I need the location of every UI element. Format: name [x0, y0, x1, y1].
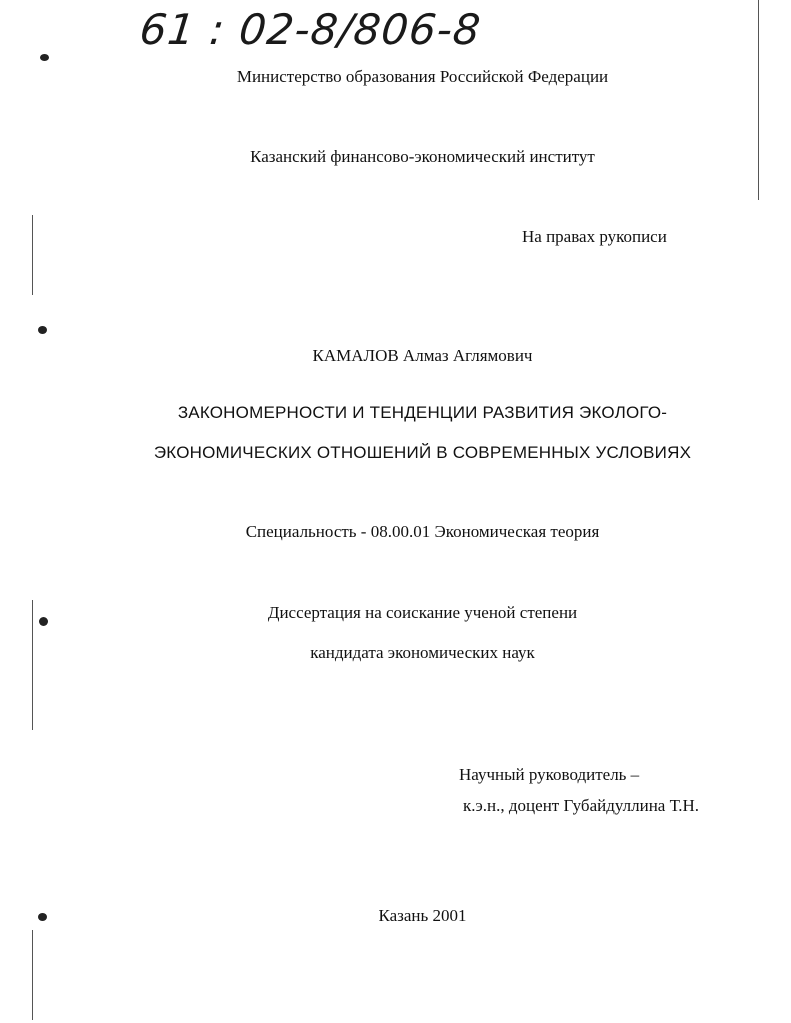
dissertation-title-line-2: ЭКОНОМИЧЕСКИХ ОТНОШЕНИЙ В СОВРЕМЕННЫХ УСЛОВИЯХ — [153, 443, 692, 462]
dissertation-title-line-1: ЗАКОНОМЕРНОСТИ И ТЕНДЕНЦИИ РАЗВИТИЯ ЭКОЛОГО- — [177, 403, 668, 422]
handwritten-archive-number: 61 : 02-8/806-8 — [137, 5, 484, 54]
punch-hole-mark-2 — [38, 326, 47, 334]
institute-heading: Казанский финансово-экономический институт — [250, 147, 595, 166]
specialty: Специальность - 08.00.01 Экономическая теория — [245, 522, 600, 541]
degree-line-2: кандидата экономических наук — [310, 643, 535, 662]
ministry-heading: Министерство образования Российской Федерации — [236, 67, 609, 86]
manuscript-note: На правах рукописи — [522, 227, 667, 246]
advisor-label: Научный руководитель – — [459, 765, 640, 784]
author-name: КАМАЛОВ Алмаз Аглямович — [312, 346, 533, 365]
scan-edge-right — [758, 0, 759, 200]
punch-hole-mark-1 — [40, 54, 49, 61]
advisor-name: к.э.н., доцент Губайдуллина Т.Н. — [463, 796, 700, 815]
scan-edge-left-bottom — [32, 930, 33, 1020]
scan-edge-left-top — [32, 215, 33, 295]
degree-line-1: Диссертация на соискание ученой степени — [267, 603, 578, 622]
place-and-year: Казань 2001 — [378, 906, 467, 925]
